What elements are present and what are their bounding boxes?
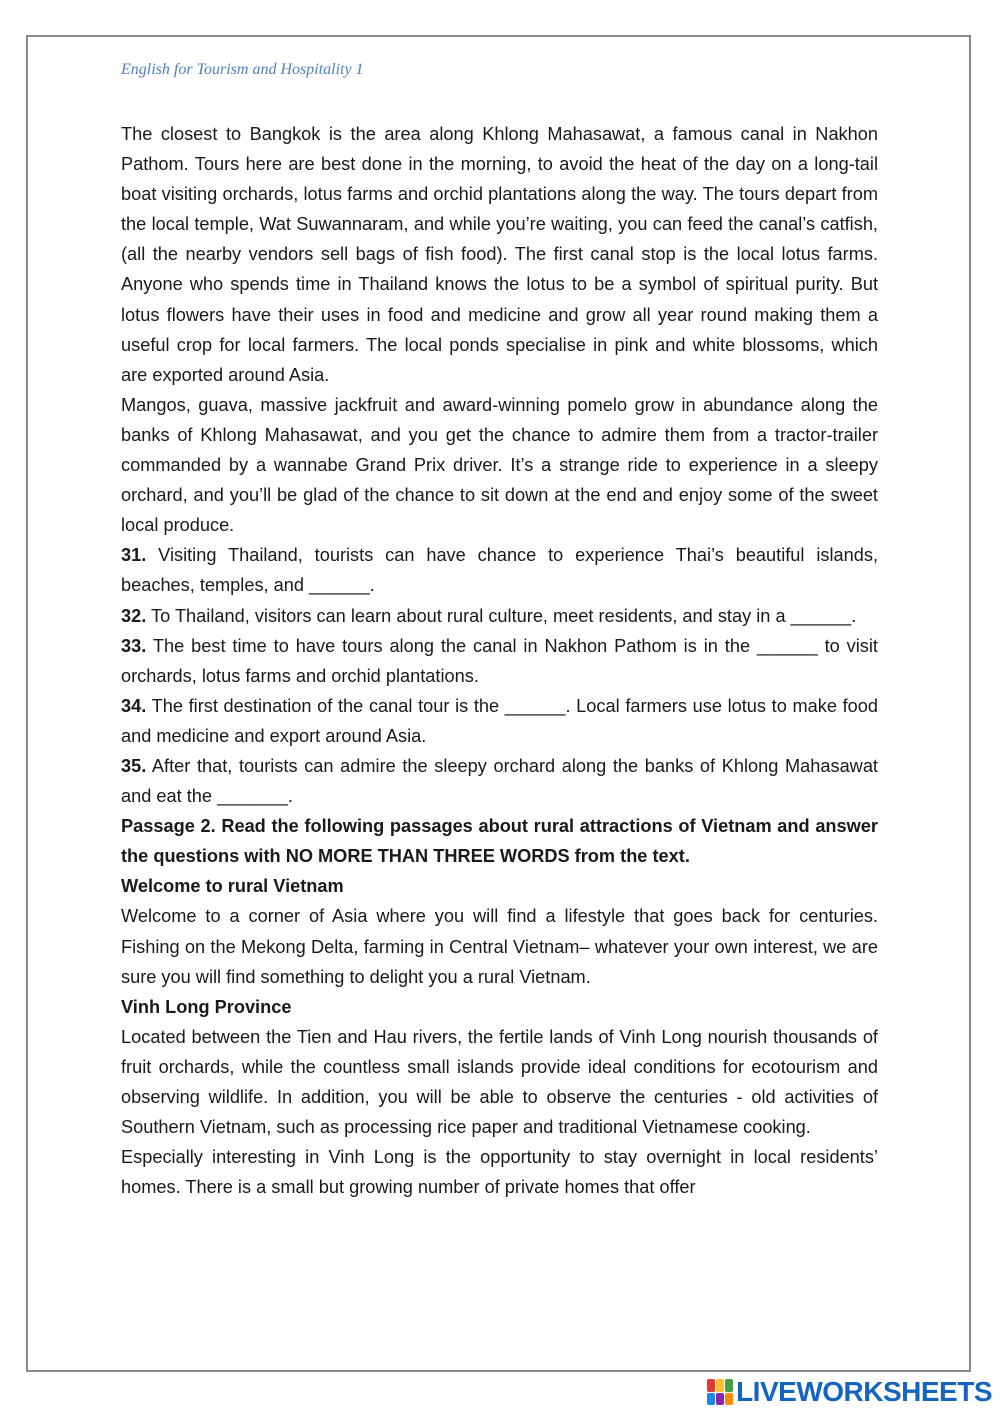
question-32 [121, 601, 878, 631]
logo-block [725, 1393, 733, 1406]
vinh-long-heading: Vinh Long Province [121, 996, 292, 1017]
passage2-instruction: Passage 2. Read the following passages about rural attractions of Vietnam and answer the questions with NO MORE THAN THREE WORDS from the text. [121, 816, 878, 867]
question-number: 34. [121, 695, 147, 716]
document-header-title: English for Tourism and Hospitality 1 [121, 61, 364, 78]
liveworksheets-brand [707, 1375, 992, 1409]
question-text: After that, tourists can admire the sleepy orchard along the banks of Khlong Mahasawat and eat the _______. [121, 755, 878, 807]
question-33 [121, 631, 878, 691]
question-text: To Thailand, visitors can learn about rural culture, meet residents, and stay in a ______. [146, 605, 857, 626]
logo-block [707, 1393, 715, 1406]
liveworksheets-wordmark: LIVEWORKSHEETS [736, 1376, 992, 1407]
liveworksheets-logo-icon [707, 1379, 733, 1405]
question-31 [121, 540, 878, 600]
logo-block [725, 1379, 733, 1392]
question-number: 31. [121, 545, 147, 566]
logo-block [707, 1379, 715, 1392]
question-number: 32. [121, 605, 147, 626]
logo-block [716, 1379, 724, 1392]
question-text: Visiting Thailand, tourists can have chance to experience Thai’s beautiful islands, beaches, temples, and ______. [121, 545, 878, 596]
welcome-paragraph: Welcome to a corner of Asia where you will find a lifestyle that goes back for centuries. Fishing on the Mekong Delta, farming in Central Vietnam– whatever your own interest, we are sure you will find something to delight you a rural Vietnam. [121, 906, 878, 987]
vinh-long-paragraph1: Located between the Tien and Hau rivers, the fertile lands of Vinh Long nourish thousands of fruit orchards, while the countless small islands provide ideal conditions for ecotourism and observing wildlife. In addition, you will be able to observe the centuries - old activities of Southern Vietnam, such as processing rice paper and traditional Vietnamese cooking. [121, 1026, 878, 1138]
question-text: The best time to have tours along the canal in Nakhon Pathom is in the ______ to visit orchards, lotus farms and orchid plantations. [121, 635, 878, 686]
welcome-heading: Welcome to rural Vietnam [121, 876, 344, 897]
question-text: The first destination of the canal tour is the ______. Local farmers use lotus to make food and medicine and export around Asia. [121, 695, 878, 746]
question-35 [121, 751, 878, 811]
passage1-paragraph1: The closest to Bangkok is the area along Khlong Mahasawat, a famous canal in Nakhon Pathom. Tours here are best done in the morning, to avoid the heat of the day on a long-tail boat visiting orchards, lotus farms and orchid plantations along the way. The tours depart from the local temple, Wat Suwannaram, and while you’re waiting, you can feed the canal’s catfish, (all the nearby vendors sell bags of fish food). The first canal stop is the local lotus farms. Anyone who spends time in Thailand knows the lotus to be a symbol of spiritual purity. But lotus flowers have their uses in food and medicine and grow all year round making them a useful crop for local farmers. The local ponds specialise in pink and white blossoms, which are exported around Asia. [121, 124, 878, 385]
question-34 [121, 691, 878, 751]
passage1-paragraph2: Mangos, guava, massive jackfruit and award-winning pomelo grow in abundance along the banks of Khlong Mahasawat, and you get the chance to admire them from a tractor-trailer commanded by a wannabe Grand Prix driver. It’s a strange ride to experience in a sleepy orchard, and you’ll be glad of the chance to sit down at the end and enjoy some of the sweet local produce. [121, 394, 878, 536]
vinh-long-paragraph2: Especially interesting in Vinh Long is the opportunity to stay overnight in local residents’ homes. There is a small but growing number of private homes that offer [121, 1147, 878, 1198]
logo-block [716, 1393, 724, 1406]
worksheet-content [121, 119, 878, 1202]
question-number: 33. [121, 635, 147, 656]
question-number: 35. [121, 755, 147, 776]
